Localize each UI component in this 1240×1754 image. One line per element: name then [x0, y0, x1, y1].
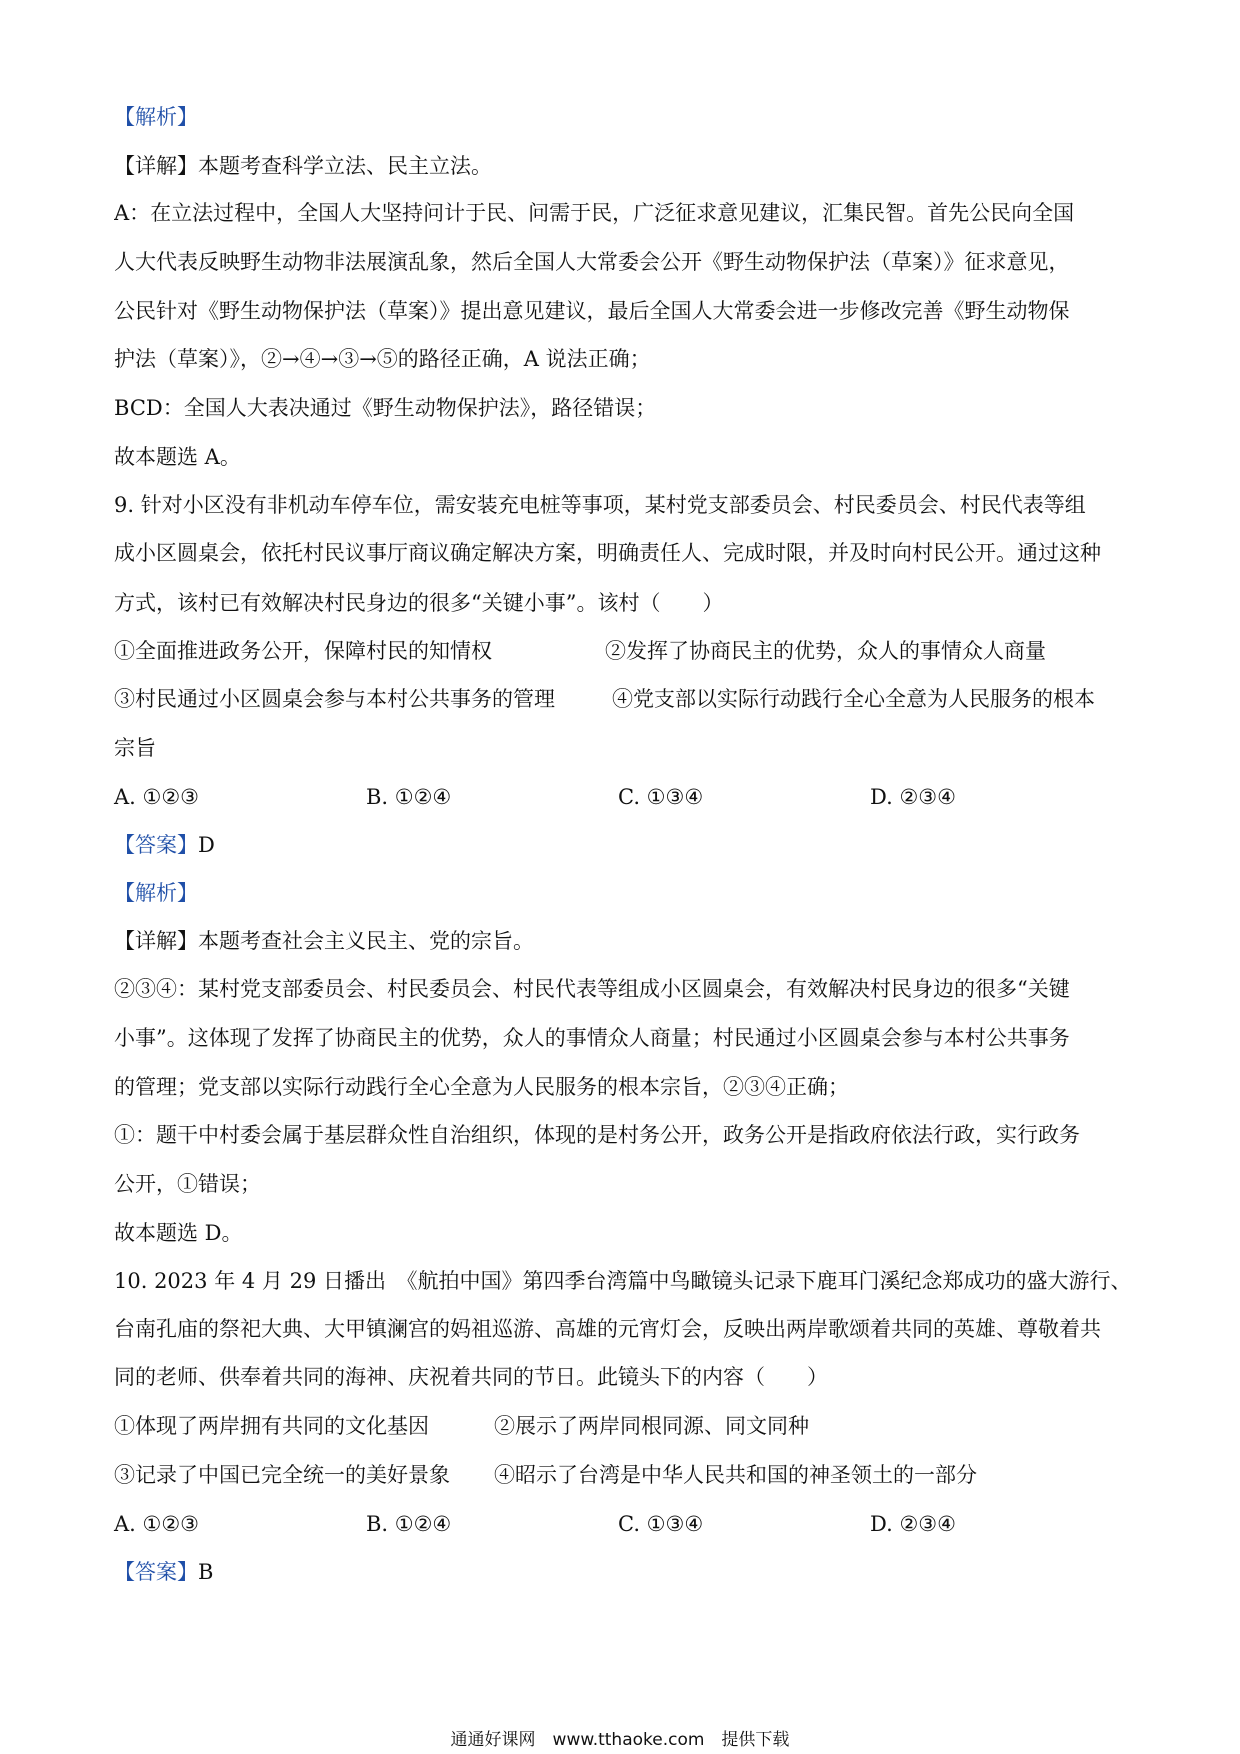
q8-detail-line: 护法（草案）》，②→④→③→⑤的路径正确，A 说法正确；: [114, 347, 651, 371]
page-footer: 通通好课网 www.tthaoke.com 提供下载: [450, 1730, 790, 1750]
q9-detail-line: ①：题干中村委会属于基层群众性自治组织，体现的是村务公开，政务公开是指政府依法行政，实行政务: [114, 1123, 1080, 1147]
q9-detail-heading: 【详解】本题考查社会主义民主、党的宗旨。: [114, 929, 534, 953]
q9-statement-1: ①全面推进政务公开，保障村民的知情权: [114, 639, 492, 663]
q10-option-d: D. ②③④: [870, 1512, 956, 1536]
q10-stem-line: 10. 2023 年 4 月 29 日播出 《航拍中国》第四季台湾篇中鸟瞰镜头记录下鹿耳门溪纪念郑成功的盛大游行、: [114, 1269, 1132, 1293]
q9-detail-line: 公开，①错误；: [114, 1172, 261, 1196]
q9-detail-line: 小事”。这体现了发挥了协商民主的优势，众人的事情众人商量；村民通过小区圆桌会参与本村公共事务: [114, 1026, 1070, 1050]
q9-stem-line: 成小区圆桌会，依托村民议事厅商议确定解决方案，明确责任人、完成时限，并及时向村民公开。通过这种: [114, 541, 1101, 565]
q10-statement-2: ②展示了两岸同根同源、同文同种: [494, 1414, 809, 1438]
q10-option-b: B. ①②④: [366, 1512, 452, 1536]
q10-option-c: C. ①③④: [618, 1512, 704, 1536]
q9-answer: 【答案】D: [114, 833, 215, 857]
q8-detail-line: A：在立法过程中，全国人大坚持问计于民、问需于民，广泛征求意见建议，汇集民智。首先公民向全国: [114, 201, 1075, 225]
q8-detail-heading: 【详解】本题考查科学立法、民主立法。: [114, 154, 492, 178]
q10-statement-3: ③记录了中国已完全统一的美好景象: [114, 1463, 450, 1487]
q10-stem-line: 同的老师、供奉着共同的海神、庆祝着共同的节日。此镜头下的内容（ ）: [114, 1365, 828, 1389]
q9-detail-line: ②③④：某村党支部委员会、村民委员会、村民代表等组成小区圆桌会，有效解决村民身边的很多“关键: [114, 977, 1070, 1001]
q9-stem-line: 方式，该村已有效解决村民身边的很多“关键小事”。该村（ ）: [114, 591, 724, 615]
q9-statement-3: ③村民通过小区圆桌会参与本村公共事务的管理: [114, 687, 555, 711]
q10-statement-4: ④昭示了台湾是中华人民共和国的神圣领土的一部分: [494, 1463, 977, 1487]
q9-statement-4: ④党支部以实际行动践行全心全意为人民服务的根本: [612, 687, 1095, 711]
q10-stem-line: 台南孔庙的祭祀大典、大甲镇澜宫的妈祖巡游、高雄的元宵灯会，反映出两岸歌颂着共同的英雄、尊敬着共: [114, 1317, 1101, 1341]
q9-option-a: A. ①②③: [114, 785, 199, 809]
q10-answer: 【答案】B: [114, 1560, 214, 1584]
q10-option-a: A. ①②③: [114, 1512, 199, 1536]
q9-stem-line: 9. 针对小区没有非机动车停车位，需安装充电桩等事项，某村党支部委员会、村民委员会、村民代表等组: [114, 493, 1086, 517]
q9-analysis-heading: 【解析】: [114, 881, 198, 905]
q10-statement-1: ①体现了两岸拥有共同的文化基因: [114, 1414, 429, 1438]
q9-option-d: D. ②③④: [870, 785, 956, 809]
q9-statement-4-cont: 宗旨: [114, 736, 156, 760]
q8-conclusion: 故本题选 A。: [114, 445, 241, 469]
q9-detail-line: 的管理；党支部以实际行动践行全心全意为人民服务的根本宗旨，②③④正确；: [114, 1075, 849, 1099]
q9-option-b: B. ①②④: [366, 785, 452, 809]
q9-statement-2: ②发挥了协商民主的优势，众人的事情众人商量: [605, 639, 1046, 663]
q8-detail-line: BCD：全国人大表决通过《野生动物保护法》，路径错误；: [114, 396, 657, 420]
q8-detail-line: 人大代表反映野生动物非法展演乱象，然后全国人大常委会公开《野生动物保护法（草案）》征求意见，: [114, 250, 1070, 274]
q8-detail-line: 公民针对《野生动物保护法（草案）》提出意见建议，最后全国人大常委会进一步修改完善《野生动物保: [114, 299, 1070, 323]
q9-option-c: C. ①③④: [618, 785, 704, 809]
q8-analysis-heading: 【解析】: [114, 105, 198, 129]
q9-conclusion: 故本题选 D。: [114, 1221, 243, 1245]
